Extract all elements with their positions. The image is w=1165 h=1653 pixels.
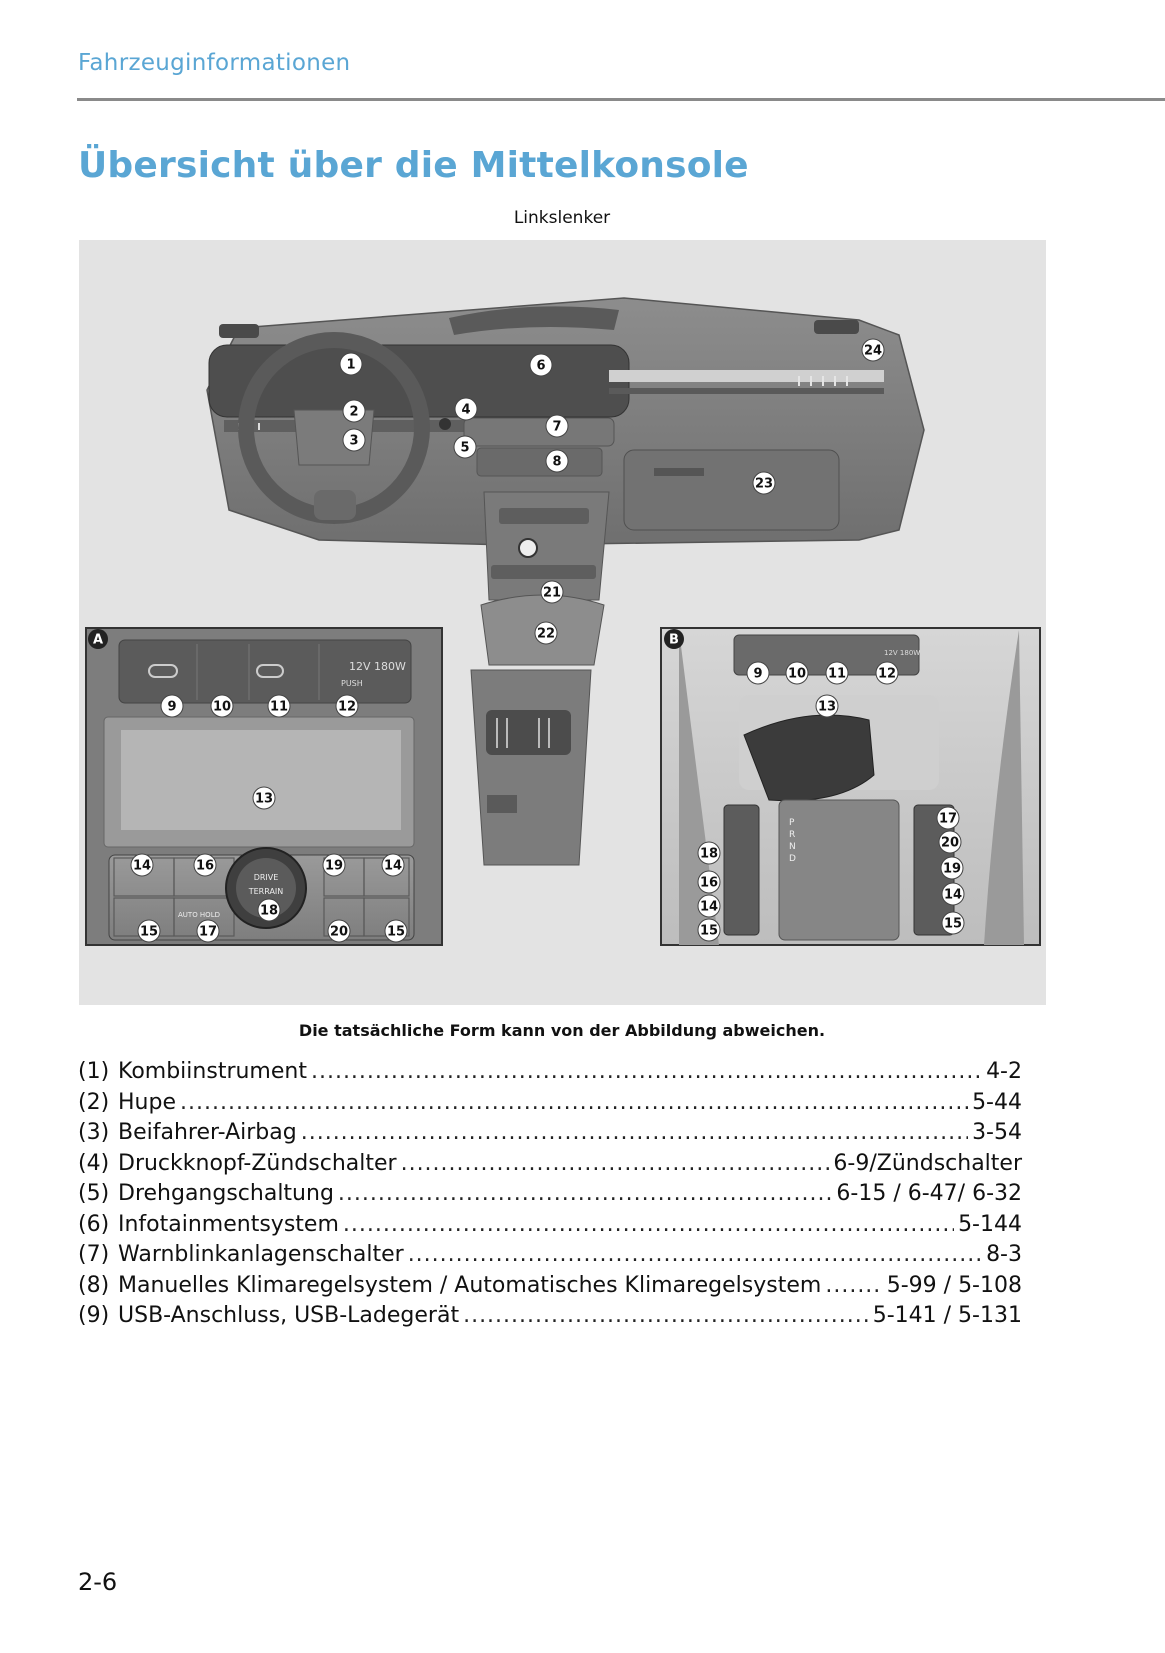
push-label: PUSH (341, 679, 363, 688)
item-number: (3) (78, 1120, 110, 1145)
item-page-ref: 3-54 (972, 1120, 1022, 1145)
page-number: 2-6 (78, 1568, 118, 1596)
item-page-ref: 4-2 (986, 1059, 1022, 1084)
callout-16 (698, 871, 720, 893)
callout-21 (541, 581, 563, 603)
center-console-illustration (79, 240, 1046, 1005)
auto-hold-label: AUTO HOLD (178, 911, 220, 919)
callout-5 (454, 436, 476, 458)
item-label: Hupe (118, 1089, 176, 1115)
item-label: Beifahrer-Airbag (118, 1120, 297, 1145)
callout-9 (161, 695, 183, 717)
svg-text:18: 18 (259, 903, 279, 919)
list-item (78, 1240, 1022, 1271)
svg-text:16: 16 (195, 858, 215, 874)
svg-text:9: 9 (167, 699, 177, 715)
section-header: Fahrzeuginformationen (78, 50, 351, 76)
svg-text:10: 10 (787, 666, 807, 682)
item-label: Kombiinstrument (118, 1059, 307, 1084)
inset-b-drawing (661, 628, 1040, 945)
item-number: (5) (78, 1181, 110, 1206)
callout-19 (323, 854, 345, 876)
item-number: (7) (78, 1242, 110, 1267)
svg-text:13: 13 (254, 791, 274, 807)
callout-10 (786, 662, 808, 684)
item-label: Warnblinkanlagenschalter (118, 1242, 404, 1267)
callout-16 (194, 854, 216, 876)
svg-text:18: 18 (699, 846, 719, 862)
item-label: Drehgangschaltung (118, 1181, 334, 1206)
callout-2 (343, 400, 365, 422)
list-item (78, 1301, 1022, 1332)
svg-text:11: 11 (269, 699, 289, 715)
callout-12 (336, 695, 358, 717)
svg-text:11: 11 (827, 666, 847, 682)
item-number: (6) (78, 1211, 110, 1237)
callout-6 (530, 354, 552, 376)
list-item (78, 1057, 1022, 1088)
list-item (78, 1210, 1022, 1241)
callout-24 (862, 339, 884, 361)
figure-caption: Die tatsächliche Form kann von der Abbildung abweichen. (298, 1021, 826, 1040)
item-number: (1) (78, 1059, 110, 1084)
item-label: Infotainmentsystem (118, 1211, 339, 1237)
callout-17 (197, 920, 219, 942)
svg-text:19: 19 (942, 861, 962, 877)
svg-text:17: 17 (938, 811, 958, 827)
svg-text:7: 7 (552, 419, 562, 435)
svg-text:20: 20 (940, 835, 960, 851)
list-item (78, 1179, 1022, 1210)
list-item (78, 1149, 1022, 1180)
list-item (78, 1088, 1022, 1119)
svg-text:20: 20 (329, 924, 349, 940)
item-page-ref: 6-15 / 6-47/ 6-32 (836, 1181, 1022, 1206)
callout-3 (343, 429, 365, 451)
svg-text:1: 1 (346, 357, 356, 373)
callout-15 (698, 919, 720, 941)
header-divider (77, 98, 1165, 101)
leader-dots (825, 1271, 882, 1302)
leader-dots (463, 1301, 869, 1332)
callout-4 (455, 398, 477, 420)
item-label: USB-Anschluss, USB-Ladegerät (118, 1303, 460, 1328)
item-page-ref: 5-141 / 5-131 (872, 1303, 1022, 1328)
center-console-drawing (79, 240, 1046, 1005)
callout-14 (698, 895, 720, 917)
callout-7 (546, 415, 568, 437)
item-label: Druckknopf-Zündschalter (118, 1150, 397, 1176)
leader-dots (301, 1118, 968, 1149)
svg-text:3: 3 (349, 433, 359, 449)
callout-17 (937, 807, 959, 829)
inset-b-power-label: 12V 180W (884, 649, 921, 657)
list-item (78, 1271, 1022, 1302)
svg-text:13: 13 (817, 699, 837, 715)
callout-13 (816, 695, 838, 717)
leader-dots (311, 1057, 982, 1088)
callout-22 (535, 622, 557, 644)
callout-13 (253, 787, 275, 809)
page-title: Übersicht über die Mittelkonsole (78, 145, 749, 186)
svg-text:4: 4 (461, 402, 471, 418)
item-number: (8) (78, 1272, 110, 1298)
callout-18 (698, 842, 720, 864)
svg-text:19: 19 (324, 858, 344, 874)
svg-text:14: 14 (383, 858, 403, 874)
item-number: (2) (78, 1089, 110, 1115)
leader-dots (180, 1088, 968, 1119)
callout-20 (939, 831, 961, 853)
callout-18 (258, 899, 280, 921)
gear-d: D (789, 854, 796, 864)
svg-text:14: 14 (699, 899, 719, 915)
item-label: Manuelles Klimaregelsystem / Automatisches Klimaregelsystem (118, 1272, 822, 1298)
item-number: (4) (78, 1150, 110, 1176)
leader-dots (401, 1149, 830, 1180)
callout-15 (942, 912, 964, 934)
gear-p: P (789, 818, 795, 828)
svg-text:14: 14 (943, 887, 963, 903)
svg-text:16: 16 (699, 875, 719, 891)
svg-text:24: 24 (863, 343, 883, 359)
callout-11 (826, 662, 848, 684)
item-page-ref: 5-44 (972, 1089, 1022, 1115)
callout-12 (876, 662, 898, 684)
inset-b-badge: B (669, 632, 679, 648)
drive-mode-label: DRIVE (253, 873, 279, 882)
svg-text:22: 22 (536, 626, 556, 642)
svg-text:14: 14 (132, 858, 152, 874)
svg-text:10: 10 (212, 699, 232, 715)
callout-23 (753, 472, 775, 494)
terrain-mode-label: TERRAIN (248, 887, 284, 896)
leader-dots (343, 1210, 954, 1241)
figure-subtitle: Linkslenker (513, 208, 611, 228)
component-list (78, 1057, 1022, 1332)
callout-14 (382, 854, 404, 876)
leader-dots (408, 1240, 982, 1271)
callout-14 (942, 883, 964, 905)
callout-11 (268, 695, 290, 717)
callout-15 (138, 920, 160, 942)
callout-14 (131, 854, 153, 876)
svg-text:12: 12 (877, 666, 897, 682)
callout-10 (211, 695, 233, 717)
callout-9 (747, 662, 769, 684)
callout-15 (385, 920, 407, 942)
gear-n: N (789, 842, 796, 852)
svg-text:8: 8 (552, 454, 562, 470)
svg-text:6: 6 (536, 358, 546, 374)
callout-19 (941, 857, 963, 879)
list-item (78, 1118, 1022, 1149)
item-number: (9) (78, 1303, 110, 1328)
callout-1 (340, 353, 362, 375)
item-page-ref: 5-144 (958, 1211, 1022, 1237)
svg-text:21: 21 (542, 585, 562, 601)
svg-text:2: 2 (349, 404, 359, 420)
callout-20 (328, 920, 350, 942)
svg-text:23: 23 (754, 476, 774, 492)
leader-dots (338, 1179, 832, 1210)
callout-8 (546, 450, 568, 472)
item-page-ref: 6-9/Zündschalter (833, 1150, 1022, 1176)
item-page-ref: 5-99 / 5-108 (886, 1272, 1022, 1298)
item-page-ref: 8-3 (986, 1242, 1022, 1267)
svg-text:9: 9 (753, 666, 763, 682)
inset-a-badge: A (92, 632, 104, 648)
power-outlet-label: 12V 180W (349, 660, 406, 673)
svg-text:15: 15 (386, 924, 406, 940)
svg-text:15: 15 (943, 916, 963, 932)
svg-text:5: 5 (460, 440, 470, 456)
gear-r: R (789, 830, 796, 840)
svg-text:15: 15 (699, 923, 719, 939)
svg-text:17: 17 (198, 924, 218, 940)
svg-text:12: 12 (337, 699, 357, 715)
svg-text:15: 15 (139, 924, 159, 940)
